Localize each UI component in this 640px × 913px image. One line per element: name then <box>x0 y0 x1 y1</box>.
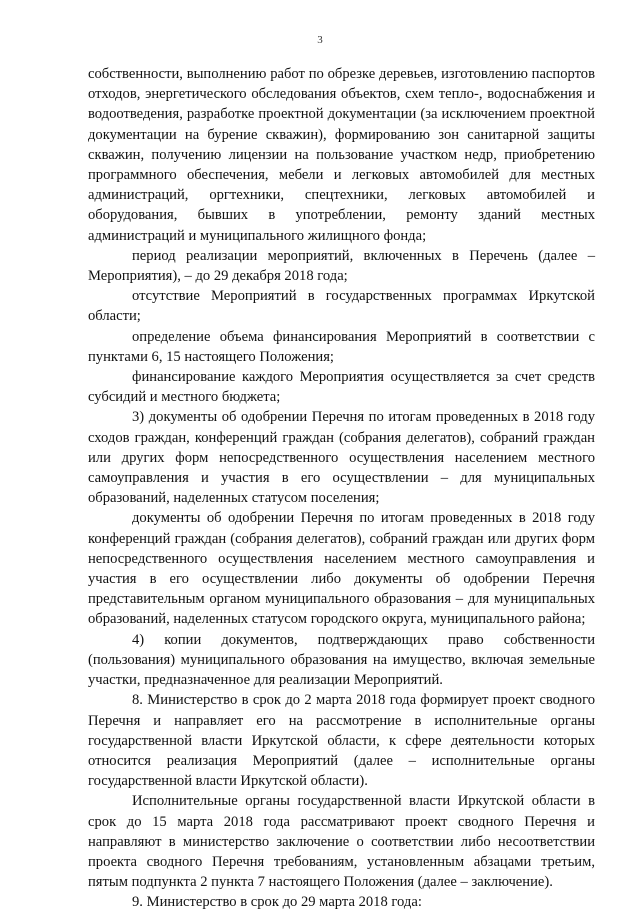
paragraph: отсутствие Мероприятий в государственных программах Иркутской области; <box>88 288 595 325</box>
paragraph: документы об одобрении Перечня по итогам проведенных в 2018 году конференций граждан (собрания делегатов), собраний граждан или других форм непосредственного осуществления населением местного самоуправления и участия в его осуществлении либо документы об одобрении Перечня представительным органом муниципального образования – для муниципальных образований, наделенных статусом городского округа, муниципального района; <box>88 510 595 628</box>
paragraph: 8. Министерство в срок до 2 марта 2018 года формирует проект сводного Перечня и направляет его на рассмотрение в исполнительные органы государственной власти Иркутской области, к сфере деятельности которых относится реализация Мероприятий (далее – исполнительные органы государственной власти Иркутской области). <box>88 692 595 790</box>
paragraph-continuation: собственности, выполнению работ по обрезке деревьев, изготовлению паспортов отходов, энергетического обследования объектов, схем тепло-, водоснабжения и водоотведения, разработке проектной документации (за исключением проектной документации на бурение скважин), формированию зон санитарной защиты скважин, получению лицензии на пользование участком недр, приобретению программного обеспечения, мебели и легковых автомобилей для местных администраций, оргтехники, спецтехники, легковых автомобилей и оборудования, бывших в употреблении, ремонту зданий местных администраций и муниципального жилищного фонда; <box>88 66 595 244</box>
document-body <box>88 64 595 913</box>
page-number: 3 <box>317 34 323 46</box>
paragraph: 9. Министерство в срок до 29 марта 2018 года: <box>132 894 422 911</box>
paragraph: Исполнительные органы государственной власти Иркутской области в срок до 15 марта 2018 года рассматривают проект сводного Перечня и направляют в министерство заключение о соответствии либо несоответствии проекта сводного Перечня требованиям, установленным абзацами третьим, пятым подпункта 2 пункта 7 настоящего Положения (далее – заключение). <box>88 793 595 891</box>
paragraph: период реализации мероприятий, включенных в Перечень (далее – Мероприятия), – до 29 декабря 2018 года; <box>88 247 595 285</box>
paragraph: финансирование каждого Мероприятия осуществляется за счет средств субсидий и местного бюджета; <box>88 369 595 406</box>
paragraph: 3) документы об одобрении Перечня по итогам проведенных в 2018 году сходов граждан, конференций граждан (собрания делегатов), собраний граждан или других форм непосредственного осуществления населением местного самоуправления и участия в его осуществлении – для муниципальных образований, наделенных статусом поселения; <box>88 409 595 507</box>
paragraph: 4) копии документов, подтверждающих право собственности (пользования) муниципального образования на имущество, включая земельные участки, предназначенное для реализации Мероприятий. <box>88 631 595 689</box>
paragraph: определение объема финансирования Мероприятий в соответствии с пунктами 6, 15 настоящего Положения; <box>88 328 595 365</box>
